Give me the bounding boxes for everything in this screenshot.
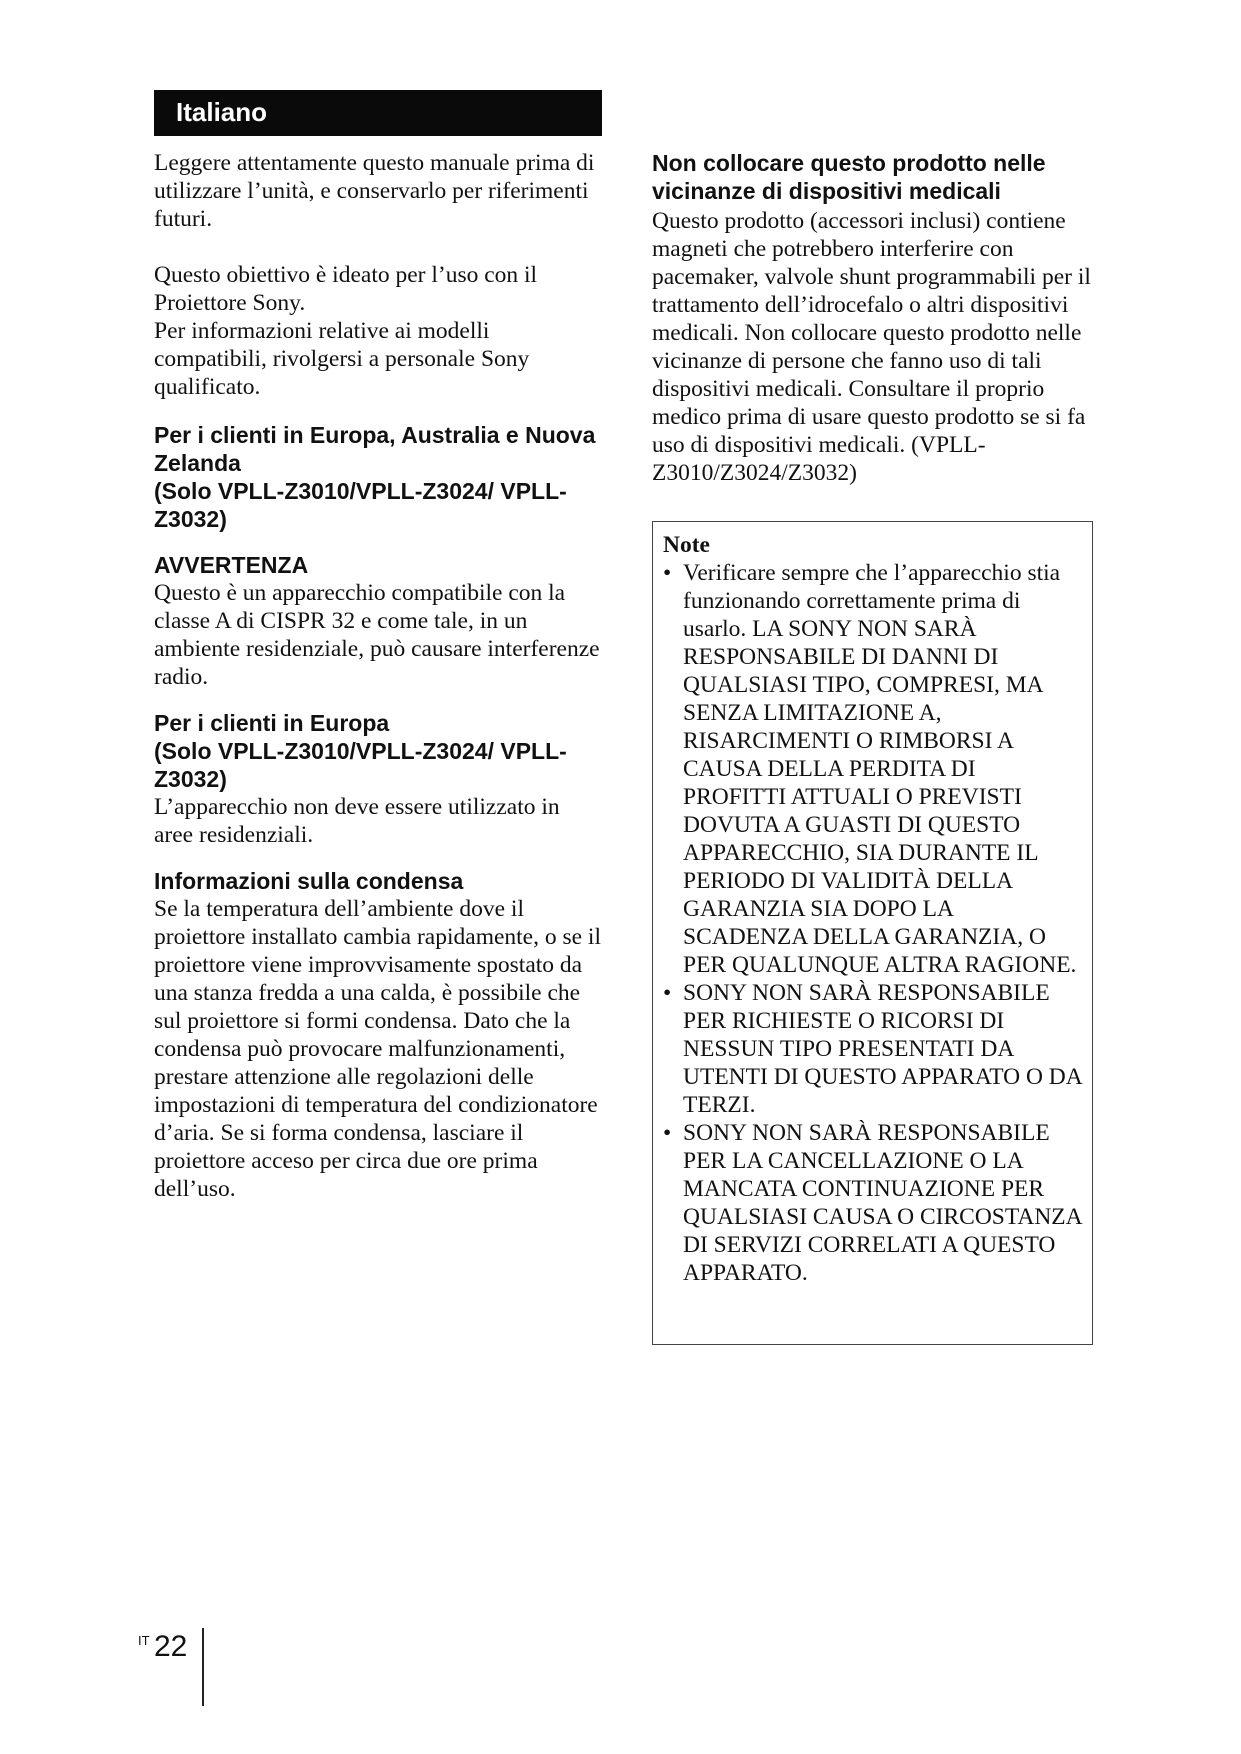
note-item-text: Verificare sempre che l’apparecchio stia funzionando correttamente prima di usarlo. LA SONY NON SARÀ RESPONSABILE DI DANNI DI QUALSIASI TIPO, COMPRESI, MA SENZA LIMITAZIONE A, RISARCIMENTI O RIMBORSI A CAUSA DELLA PERDITA DI PROFITTI ATTUALI O PREVISTI DOVUTA A GUASTI DI QUESTO APPARECCHIO, SIA DURANTE IL PERIODO DI VALIDITÀ DELLA GARANZIA SIA DOPO LA SCADENZA DELLA GARANZIA, O PER QUALUNQUE ALTRA RAGIONE.: [683, 560, 1077, 978]
note-list: [663, 559, 1082, 1287]
condensation-body: Se la temperatura dell’ambiente dove il proiettore installato cambia rapidamente, o se il proiettore viene improvvisamente spostato da una stanza fredda a una calda, è possibile che sul proiettore si formi condensa. Dato che la condensa può provocare malfunzionamenti, prestare attenzione alle regolazioni delle impostazioni di temperatura del condizionatore d’aria. Se si forma condensa, lasciare il proiettore acceso per circa due ore prima dell’uso.: [154, 896, 601, 1202]
note-item: [663, 559, 1082, 979]
eu-au-nz-heading-line2: (Solo VPLL-Z3010/VPLL-Z3024/ VPLL-Z3032): [154, 478, 567, 532]
page-number-rule: [202, 1628, 204, 1706]
intro-paragraph: Leggere attentamente questo manuale prima di utilizzare l’unità, e conservarlo per riferimenti futuri.: [154, 150, 595, 232]
note-item-text: SONY NON SARÀ RESPONSABILE PER RICHIESTE O RICORSI DI NESSUN TIPO PRESENTATI DA UTENTI DI QUESTO APPARATO O DA TERZI.: [683, 980, 1082, 1118]
eu-heading-line2: (Solo VPLL-Z3010/VPLL-Z3024/ VPLL-Z3032): [154, 738, 567, 792]
bullet-icon: •: [663, 980, 672, 1006]
intro-compatibility-paragraph: Questo obiettivo è ideato per l’uso con il Proiettore Sony.: [154, 262, 538, 316]
language-title: Italiano: [176, 97, 268, 127]
eu-body: L’apparecchio non deve essere utilizzato in aree residenziali.: [154, 794, 560, 848]
bullet-icon: •: [663, 1120, 672, 1146]
language-banner: [154, 90, 602, 136]
bullet-icon: •: [663, 560, 672, 586]
note-item: [663, 1119, 1082, 1287]
intro-contact-paragraph: Per informazioni relative ai modelli compatibili, rivolgersi a personale Sony qualificato.: [154, 318, 530, 400]
page-language-prefix: IT: [138, 1633, 150, 1648]
eu-au-nz-heading: [154, 421, 604, 533]
note-title: Note: [663, 532, 710, 558]
eu-heading: [154, 709, 604, 793]
right-column: [652, 149, 1097, 487]
page-number: 22: [154, 1630, 188, 1663]
medical-body: Questo prodotto (accessori inclusi) contiene magneti che potrebbero interferire con pacemaker, valvole shunt programmabili per il trattamento dell’idrocefalo o altri dispositivi medicali. Non collocare questo prodotto nelle vicinanze di persone che fanno uso di tali dispositivi medicali. Consultare il proprio medico prima di usare questo prodotto se si fa uso di dispositivi medicali. (VPLL-Z3010/Z3024/Z3032): [652, 208, 1091, 486]
warning-body: Questo è un apparecchio compatibile con la classe A di CISPR 32 e come tale, in un ambiente residenziale, può causare interferenze radio.: [154, 580, 600, 690]
condensation-heading: Informazioni sulla condensa: [154, 868, 464, 894]
warning-heading: AVVERTENZA: [154, 552, 309, 578]
left-column: [154, 149, 604, 1203]
eu-heading-line1: Per i clienti in Europa: [154, 710, 390, 736]
note-item-text: SONY NON SARÀ RESPONSABILE PER LA CANCELLAZIONE O LA MANCATA CONTINUAZIONE PER QUALSIASI CAUSA O CIRCOSTANZA DI SERVIZI CORRELATI A QUESTO APPARATO.: [683, 1120, 1082, 1286]
note-box: [652, 521, 1093, 1345]
medical-heading: Non collocare questo prodotto nelle vicinanze di dispositivi medicali: [652, 150, 1046, 204]
note-item: [663, 979, 1082, 1119]
page-footer: [138, 1628, 208, 1708]
eu-au-nz-heading-line1: Per i clienti in Europa, Australia e Nuova Zelanda: [154, 422, 596, 476]
